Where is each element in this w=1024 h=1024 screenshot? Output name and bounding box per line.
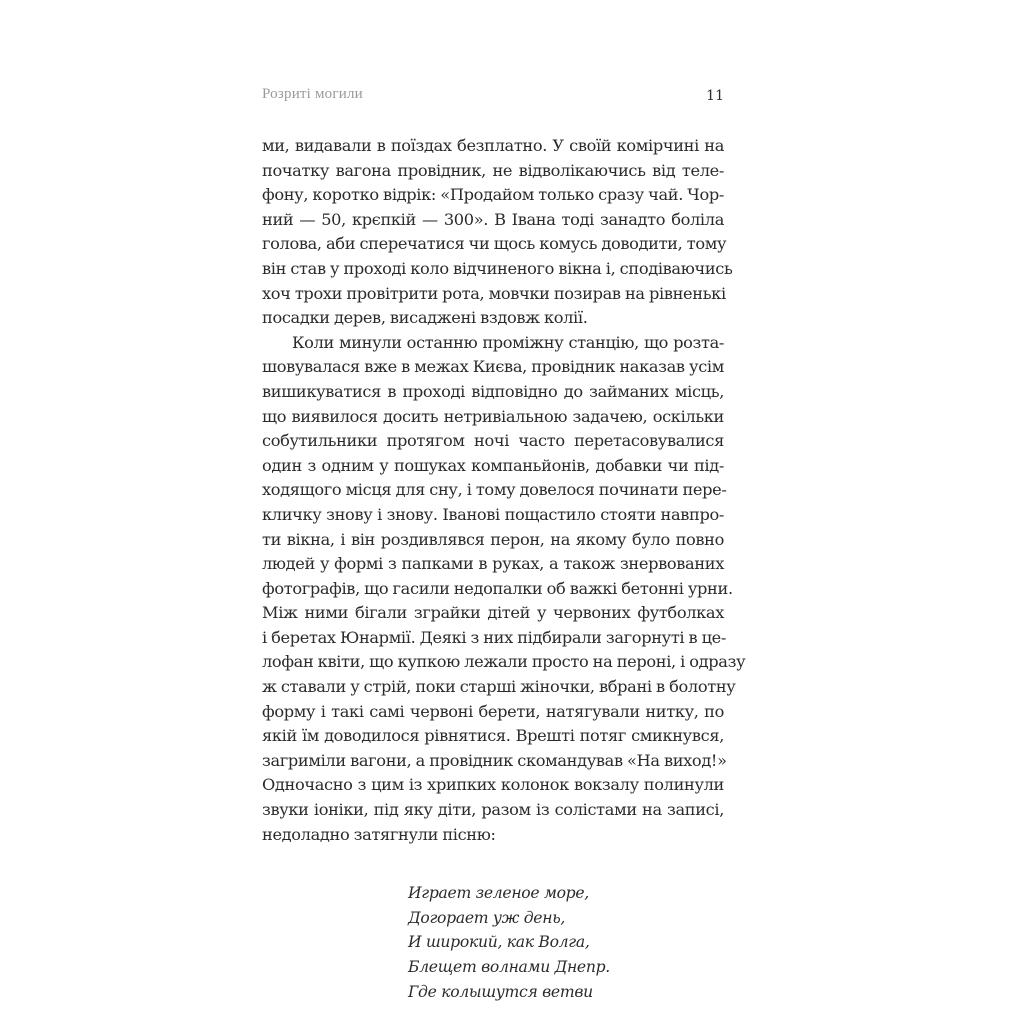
book-page (262, 84, 746, 1004)
poem-line: Блещет волнами Днепр. (408, 958, 610, 976)
text-line: ж ставали у стрій, поки старші жіночки, вбрані в болотну (262, 677, 736, 697)
poem-line: Где колышутся ветви (408, 982, 593, 1001)
paragraph-2 (262, 331, 746, 847)
text-line: що виявилося досить нетривіальною задачею, оскільки (262, 406, 724, 426)
text-line: фотографів, що гасили недопалки об важкі бетонні урни. (262, 578, 733, 598)
text-line: кличку знову і знову. Іванові пощастило стояти навпро- (262, 504, 724, 524)
text-line: він став у проході коло відчиненого вікна і, сподіваючись (262, 258, 733, 278)
page-number: 11 (706, 88, 724, 104)
text-line: ний — 50, крєпкій — 300». В Івана тоді занадто боліла (262, 209, 724, 229)
text-line: загриміли вагони, а провідник скомандував «На виход!» (262, 750, 727, 770)
text-line: недоладно затягнули пісню: (262, 824, 496, 844)
text-line: один з одним у пошуках компаньйонів, добавки чи під- (262, 455, 724, 475)
text-line: ми, видавали в поїздах безплатно. У своїй комірчині на (262, 136, 724, 155)
text-line: посадки дерев, висаджені вздовж колії. (262, 308, 588, 328)
poem-line: И широкий, как Волга, (408, 933, 590, 952)
running-header (262, 84, 724, 114)
text-line: хоч трохи провітрити рота, мовчки позирав на рівненькі (262, 283, 726, 303)
text-line: людей у формі з папками в руках, а також знервованих (262, 554, 724, 574)
text-line: вишикуватися в проході відповідно до займаних місць, (262, 381, 724, 401)
text-line: Одночасно з цим із хрипких колонок вокзалу полинули (262, 775, 724, 795)
text-line: Між ними бігали зграйки дітей у червоних футболках (262, 603, 724, 623)
text-line: голова, аби сперечатися чи щось комусь доводити, тому (262, 234, 727, 254)
text-line: фону, коротко відрік: «Продайом только сразу чай. Чор- (262, 185, 724, 205)
text-line: звуки іоніки, під яку діти, разом із солістами на записі, (262, 800, 724, 820)
text-line: собутильники протягом ночі часто перетасовувалися (262, 431, 724, 451)
poem-excerpt (262, 881, 724, 1004)
text-line: шовувалася вже в межах Києва, провідник наказав усім (262, 357, 724, 377)
text-line: і беретах Юнармії. Деякі з них підбирали загорнуті в це- (262, 627, 727, 647)
text-line: форму і такі самі червоні берети, натягували нитку, по (262, 701, 724, 721)
paragraph-1 (262, 134, 733, 331)
text-line: якій їм доводилося рівнятися. Врешті потяг смикнувся, (262, 726, 724, 746)
body-text (262, 134, 746, 847)
text-line: Коли минули останню проміжну станцію, що розта- (292, 332, 724, 352)
text-line: ти вікна, і він роздивлявся перон, на якому було повно (262, 529, 724, 549)
text-line: лофан квіти, що купкою лежали просто на пероні, і одразу (262, 652, 746, 672)
text-line: початку вагона провідник, не відволікаючись від теле- (262, 160, 724, 180)
text-line: ходящого місця для сну, і тому довелося починати пере- (262, 480, 727, 500)
running-title: Розриті могили (262, 86, 363, 102)
poem-line: Догорает уж день, (408, 908, 566, 927)
poem-line: Играет зеленое море, (408, 884, 589, 903)
